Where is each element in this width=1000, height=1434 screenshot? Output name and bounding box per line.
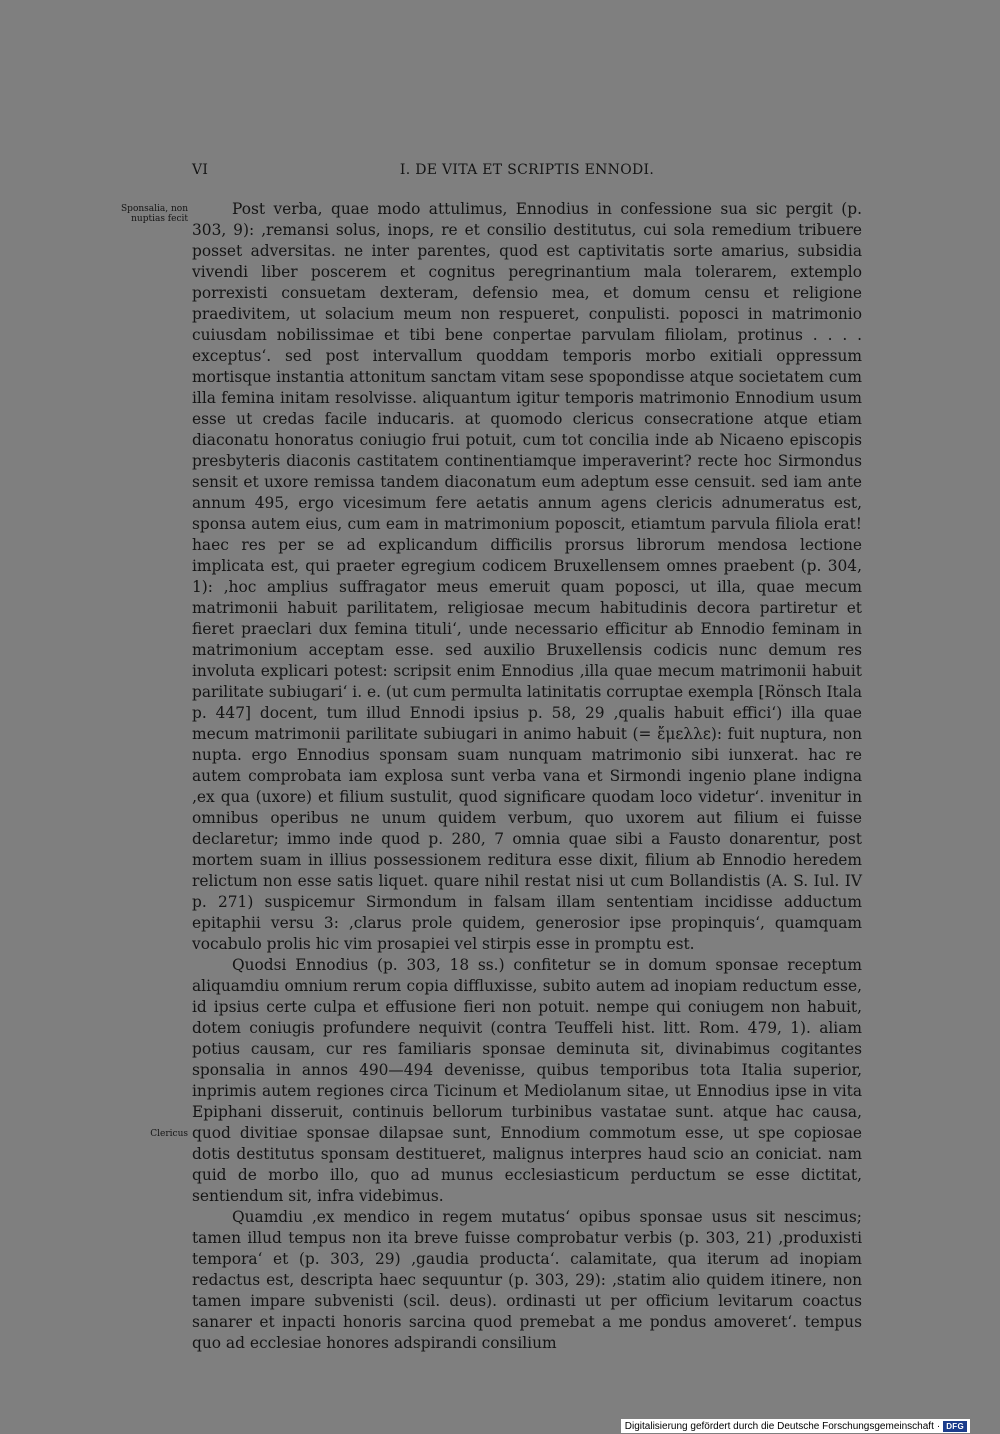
margin-note-sponsalia: Sponsalia, non nuptias fecit: [121, 204, 188, 224]
footer-bar: [0, 1418, 1000, 1434]
running-title: I. DE VITA ET SCRIPTIS ENNODI.: [399, 162, 655, 178]
page-number: VI: [192, 162, 209, 178]
dfg-logo-icon[interactable]: DFG: [943, 1421, 967, 1432]
paragraph: Quamdiu ‚ex mendico in regem mutatus‘ opibus sponsae usus sit nescimus; tamen illud tempus non ita breve fuisse comprobatur verbis (p. 303, 21) ‚produxisti tempora‘ et (p. 303, 29) ‚gaudia producta‘. calamitate, qua iterum ad inopiam redactus est, descripta haec sequuntur (p. 303, 29): ‚statim alio quidem itinere, non tamen impare subvenisti (scil. deus). ordinasti ut per officium levitarum coactus sanarer et inpacti honoris sarcina quod premebat a me pondus amoveret‘. tempus quo ad ecclesiae honores adspirandi consilium: [192, 1208, 862, 1352]
margin-note-clericus: Clericus: [150, 1129, 188, 1139]
footer-separator: ·: [936, 1420, 941, 1432]
funding-text: Digitalisierung gefördert durch die Deutsche Forschungsgemeinschaft: [624, 1420, 934, 1432]
funding-notice: [621, 1419, 970, 1433]
page-header: [192, 162, 862, 184]
body-text: [192, 199, 862, 1354]
paragraph: Post verba, quae modo attulimus, Ennodius in confessione sua sic pergit (p. 303, 9): ‚remansi solus, inops, re et consilio destitutus, cui sola remedium tribuere posset adversitas. ne inter parentes, quod est captivitatis sorte amarius, subsidia vivendi liber poscerem et cognitus peregrinantium mala tolerarem, extemplo porrexisti consuetam dexteram, defensio mea, et domum censu et religione praedivitem, ut solacium meum non respueret, conpulisti. poposci in matrimonio cuiusdam nobilissimae et tibi bene conpertae parvulam filiolam, protinus . . . . exceptus‘. sed post intervallum quoddam temporis morbo exitiali oppressum mortisque instantia attonitum sanctam vitam sese spopondisse atque societatem cum illa femina initam resolvisse. aliquantum igitur temporis matrimonio Ennodium usum esse ut credas facile inducaris. at quomodo clericus consecratione atque etiam diaconatu honoratus coniugio frui potuit, cum tot concilia inde ab Nicaeno episcopis presbyteris diaconis castitatem continentiamque imperaverint? recte hoc Sirmondus sensit et uxore remissa tandem diaconatum eum adeptum esse censuit. sed iam ante annum 495, ergo vicesimum fere aetatis annum agens clericis adnumeratus est, sponsa autem eius, cum eam in matrimonium poposcit, etiamtum parvula filiola erat! haec res per se ad explicandum difficilis prorsus librorum mendosa lectione implicata est, qui praeter egregium codicem Bruxellensem omnes praebent (p. 304, 1): ‚hoc amplius suffragator meus emeruit quam poposci, ut illa, quae mecum matrimonii habuit parilitatem, religiosae mecum habitudinis decora partiretur et fieret praeclari dux femina tituli‘, unde necessario efficitur ab Ennodio feminam in matrimonium acceptam esse. sed auxilio Bruxellensis codicis nunc demum res involuta explicari potest: scripsit enim Ennodius ‚illa quae mecum matrimonii habuit parilitate subiugari‘ i. e. (ut cum permulta latinitatis corruptae exempla [Rönsch Itala p. 447] docent, tum illud Ennodi ipsius p. 58, 29 ‚qualis habuit effici‘) illa quae mecum matrimonii parilitate subiugari in animo habuit (= ἔμελλε): fuit nuptura, non nupta. ergo Ennodius sponsam suam nunquam matrimonio sibi iunxerat. hac re autem comprobata iam explosa sunt verba vana et Sirmondi ingenio plane indigna ‚ex qua (uxore) et filium sustulit, quod significare quodam loco videtur‘. invenitur in omnibus operibus ne unum quidem verbum, quo uxorem aut filium ei fuisse declaretur; immo inde quod p. 280, 7 omnia quae sibi a Fausto donarentur, post mortem suam in illius possessionem reditura esse dixit, filium ab Ennodio heredem relictum non esse satis liquet. quare nihil restat nisi ut cum Bollandistis (A. S. Iul. IV p. 271) suspicemur Sirmondum in falsam illam sententiam incidisse adductum epitaphii versu 3: ‚clarus prole quidem, generosior ipse propinquis‘, quamquam vocabulo prolis hic vim prosapiei vel stirpis esse in promptu est.: [192, 200, 862, 953]
paragraph: Quodsi Ennodius (p. 303, 18 ss.) confitetur se in domum sponsae receptum aliquamdiu omnium rerum copia diffluxisse, subito autem ad inopiam reductum esse, id ipsius certe culpa et effusione fieri non potuit. nempe qui coniugem non habuit, dotem coniugis profundere nequivit (contra Teuffeli hist. litt. Rom. 479, 1). aliam potius causam, cur res familiaris sponsae deminuta sit, divinabimus cogitantes sponsalia in annos 490—494 devenisse, quibus temporibus tota Italia superior, inprimis autem regiones circa Ticinum et Mediolanum sitae, ut Ennodius ipse in vita Epiphani disseruit, continuis bellorum turbinibus vastatae sunt. atque hac causa, quod divitiae sponsae dilapsae sunt, Ennodium commotum esse, ut spe copiosae dotis destitutus sponsam destitueret, malignus interpres haud scio an coniciat. nam quid de morbo illo, quo ad munus ecclesiasticum perductum se esse dictitat, sentiendum sit, infra videbimus.: [192, 956, 862, 1205]
